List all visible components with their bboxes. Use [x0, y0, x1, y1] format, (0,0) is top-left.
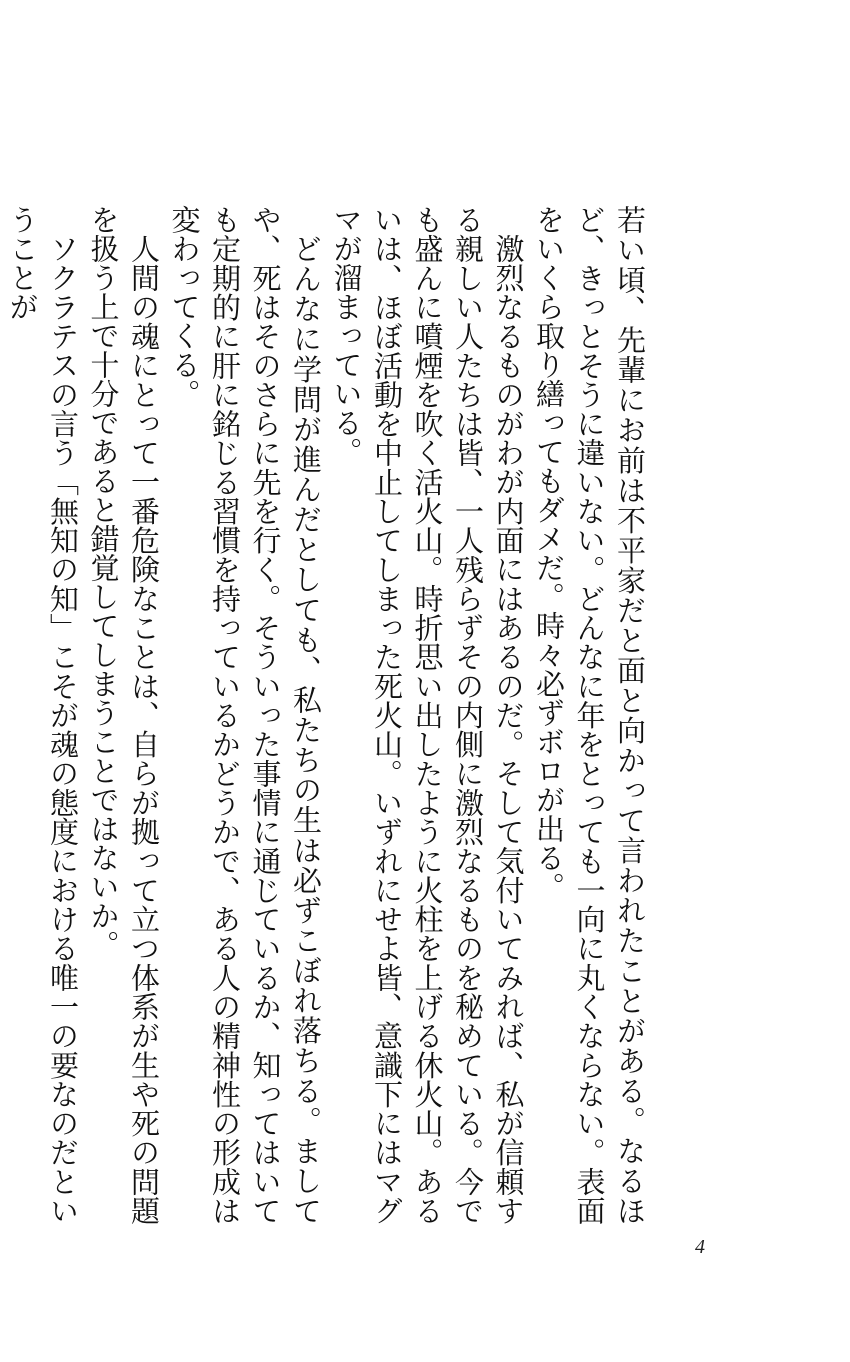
vertical-text-block [2, 205, 650, 1225]
paragraph-3: どんなに学問が進んだとしても、私たちの生は必ずこぼれ落ちる。ましてや、死はそのさらに先を行く。そういった事情に通じているか、知ってはいても定期的に肝に銘じる習慣を持っているかどうかで、ある人の精神性の形成は変わってくる。 [167, 205, 323, 1225]
paragraph-2: 激烈なるものがわが内面にはあるのだ。そして気付いてみれば、私が信頼する親しい人たちは皆、一人残らずその内側に激烈なるものを秘めている。今でも盛んに噴煙を吹く活火山。時折思い出したように火柱を上げる休火山。あるいは、ほぼ活動を中止してしまった死火山。いずれにせよ皆、意識下にはマグマが溜まっている。 [329, 205, 526, 1225]
paragraph-5: ソクラテスの言う「無知の知」こそが魂の態度における唯一の要なのだということが [5, 205, 80, 1225]
page-number: 4 [695, 1236, 705, 1258]
paragraph-1: 若い頃、先輩にお前は不平家だと面と向かって言われたことがある。なるほど、きっとそうに違いない。どんなに年をとっても一向に丸くならない。表面をいくら取り繕ってもダメだ。時々必ずボロが出る。 [532, 205, 647, 1225]
paragraph-4: 人間の魂にとって一番危険なことは、自らが拠って立つ体系が生や死の問題を扱う上で十分であると錯覚してしまうことではないか。 [86, 205, 161, 1225]
